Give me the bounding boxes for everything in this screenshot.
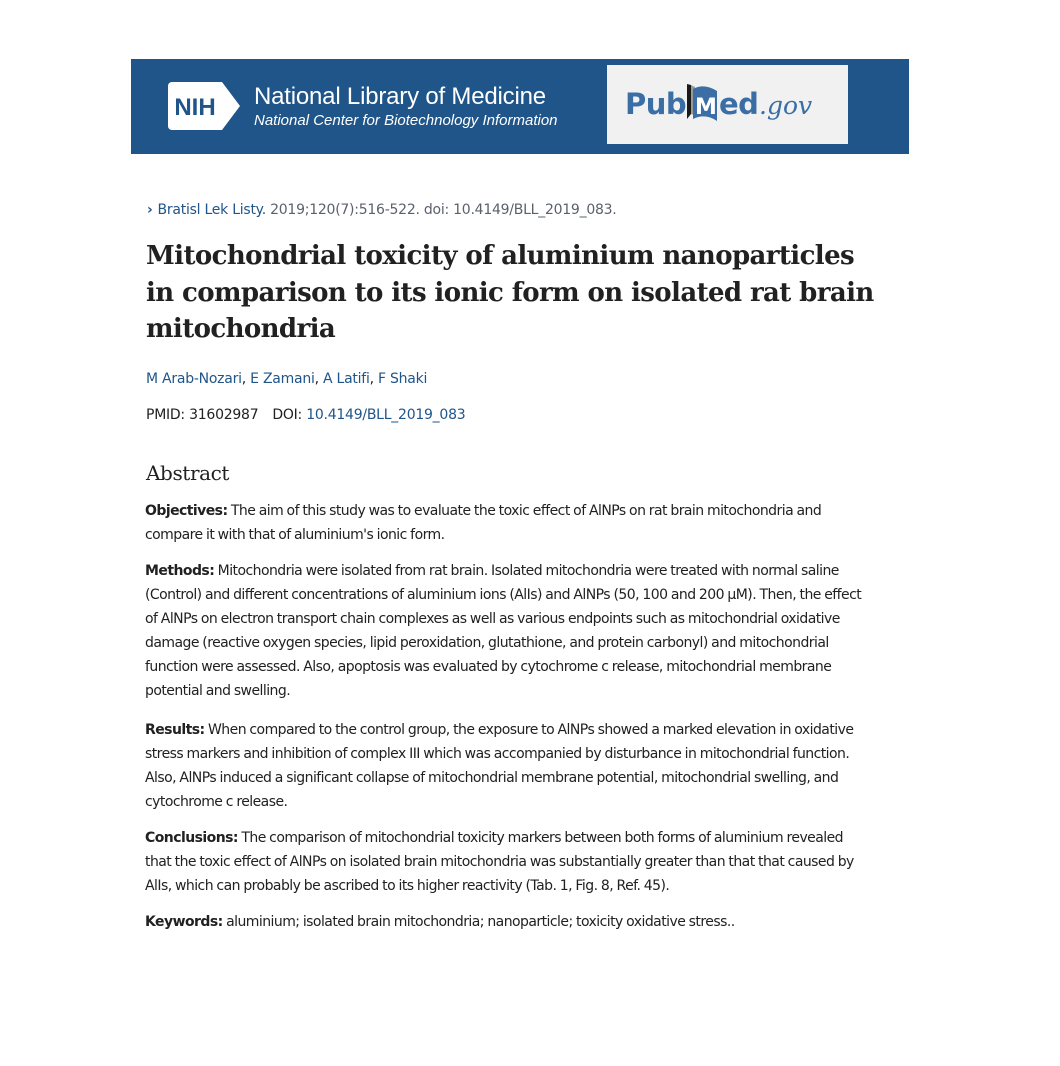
author-list (146, 369, 427, 389)
author-separator: , (369, 371, 379, 387)
chevron-right-icon[interactable]: › (147, 202, 153, 218)
org-subtitle: National Center for Biotechnology Information (254, 112, 558, 129)
org-title: National Library of Medicine (254, 83, 546, 110)
section-text: Mitochondria were isolated from rat brain. Isolated mitochondria were treated with normal saline (Control) and different concentrations of aluminium ions (AlIs) and AlNPs (50, 100 and 200 µM). Then, the effect of AlNPs on electron transport chain complexes as well as various endpoints such as mitochondrial oxidative damage (reactive oxygen species, lipid peroxidation, glutathione, and protein carbonyl) and mitochondrial function were assessed. Also, apoptosis was evaluated by cytochrome c release, mitochondrial membrane potential and swelling. (145, 563, 862, 699)
pmid: PMID: 31602987 (146, 407, 259, 423)
section-text: The aim of this study was to evaluate the toxic effect of AlNPs on rat brain mitochondria and compare it with that of aluminium's ionic form. (145, 503, 822, 543)
journal-link[interactable]: Bratisl Lek Listy. (157, 202, 266, 218)
section-text: When compared to the control group, the exposure to AlNPs showed a marked elevation in oxidative stress markers and inhibition of complex III which was accompanied by disturbance in mitochondrial function. Also, AlNPs induced a significant collapse of mitochondrial membrane potential, mitochondrial swelling, and cytochrome c release. (145, 722, 854, 810)
section-label: Methods: (145, 563, 215, 579)
header-banner (131, 59, 909, 154)
identifiers (146, 405, 465, 425)
author-separator: , (241, 371, 251, 387)
abstract-conclusions (145, 826, 865, 898)
pubmed-logo-icon (607, 65, 848, 144)
section-label: Keywords: (145, 914, 223, 930)
nih-logo-icon[interactable] (168, 82, 240, 130)
doi-label: DOI: (272, 407, 307, 423)
svg-text:M: M (695, 95, 717, 120)
article-title: Mitochondrial toxicity of aluminium nanoparticles in comparison to its ionic form on isolated rat brain mitochondria (146, 241, 874, 344)
author-link[interactable]: M Arab-Nozari (146, 371, 242, 387)
author-link[interactable]: E Zamani (250, 371, 315, 387)
section-label: Objectives: (145, 503, 228, 519)
section-text: The comparison of mitochondrial toxicity markers between both forms of aluminium revealed that the toxic effect of AlNPs on isolated brain mitochondria was substantially greater than that that caused by AlIs, which can probably be ascribed to its higher reactivity (Tab. 1, Fig. 8, Ref. 45). (145, 830, 854, 894)
svg-text:.gov: .gov (759, 91, 813, 120)
author-link[interactable]: F Shaki (378, 371, 428, 387)
section-label: Results: (145, 722, 205, 738)
citation-details: 2019;120(7):516-522. doi: 10.4149/BLL_2019_083. (265, 202, 617, 218)
nih-badge-text: NIH (174, 94, 216, 121)
abstract-methods (145, 559, 865, 703)
author-link[interactable]: A Latifi (323, 371, 370, 387)
citation-line (147, 200, 617, 220)
doi-link[interactable]: 10.4149/BLL_2019_083 (306, 407, 466, 423)
pubmed-logo-link[interactable] (607, 65, 848, 144)
abstract-results (145, 718, 865, 814)
author-separator: , (314, 371, 324, 387)
abstract-objectives (145, 499, 865, 547)
abstract-keywords (145, 910, 865, 934)
svg-text:Pub: Pub (625, 87, 687, 121)
svg-text:ed: ed (719, 87, 759, 121)
abstract-heading: Abstract (146, 461, 230, 485)
section-label: Conclusions: (145, 830, 238, 846)
section-text: aluminium; isolated brain mitochondria; nanoparticle; toxicity oxidative stress.. (222, 914, 735, 930)
